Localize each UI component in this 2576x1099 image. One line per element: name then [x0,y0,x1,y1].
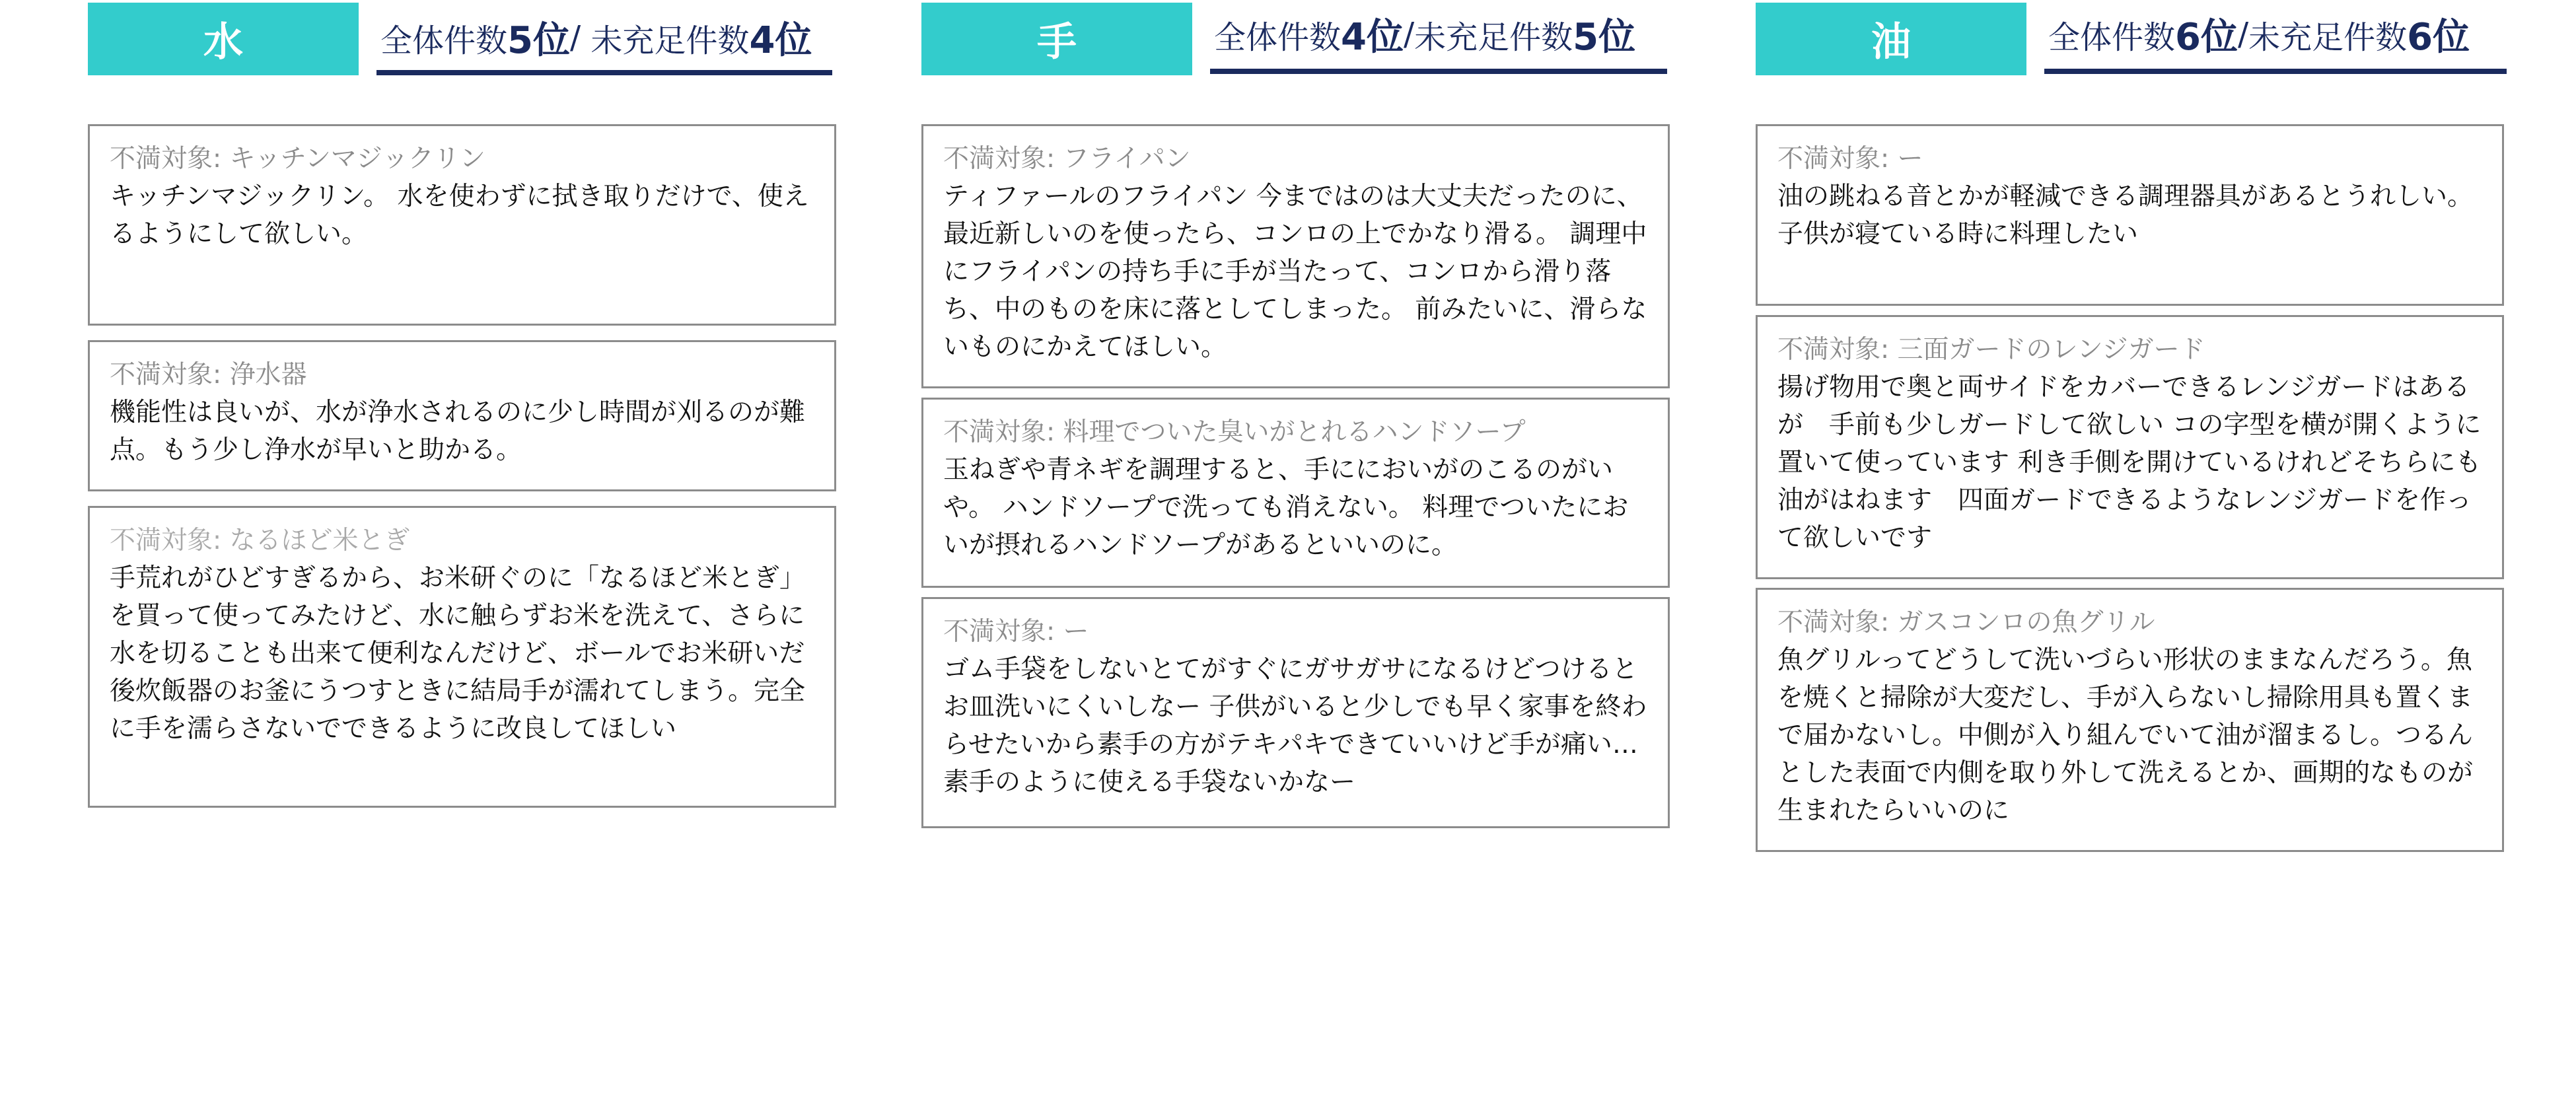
category-tag: 油 [1756,3,2026,75]
unmet-count-label: 未充足件数 [2248,18,2408,56]
column-oil [1756,0,2509,826]
column-hand [921,0,1674,797]
complaint-target [943,414,1649,451]
comment-card [921,398,1670,588]
comment-card [88,124,836,326]
complaint-target-value: キッチンマジックリン [229,144,485,174]
complaint-target-label: 不満対象: [110,526,230,555]
comment-text: 揚げ物用で奥と両サイドをカバーできるレンジガードはあるが 手前も少しガードして欲しい コの字型を横が開くように置いて使っています 利き手側を開けているけれどそちらにも油がはねます 四面ガードできるようなレンジガードを作って欲しいです [1777,372,2482,553]
category-tag: 水 [88,3,359,75]
total-count-label: 全体件数 [1214,18,1342,56]
unmet-count-label: 未充足件数 [590,22,750,59]
comment-card [921,597,1670,828]
rank-stats [1210,0,1667,74]
column-header [1756,0,2509,79]
complaint-target-value: なるほど米とぎ [229,526,410,555]
comment-text: キッチンマジックリン。 水を使わずに拭き取りだけで、使えるようにして欲しい。 [110,182,809,249]
complaint-target-value: ー [1063,617,1089,647]
complaint-target-label: 不満対象: [1777,608,1898,637]
comment-text: 手荒れがひどすぎるから、お米研ぐのに「なるほど米とぎ」を買って使ってみたけど、水に触らずお米を洗えて、さらに水を切ることも出来て便利なんだけど、ボールでお米研いだ後炊飯器のお釜にうつすときに結局手が濡れてしまう。完全に手を濡らさないでできるように改良してほしい [110,563,806,744]
complaint-target-value: ガスコンロの魚グリル [1897,608,2155,637]
comment-card [88,506,836,808]
comment-text: ゴム手袋をしないとてがすぐにガサガサになるけどつけるとお皿洗いにくいしなー 子供がいると少しでも早く家事を終わらせたいから素手の方がテキパキできていいけど手が痛い… 素手のように使える手袋ないかなー [943,655,1647,797]
unmet-count-label: 未充足件数 [1414,18,1573,56]
complaint-target-value: フライパン [1063,144,1191,174]
total-count-label: 全体件数 [380,22,508,59]
complaint-target [1777,332,2484,369]
total-count-rank: 5位 [507,19,570,62]
comment-text: ティファールのフライパン 今まではのは大丈夫だったのに、最近新しいのを使ったら、コンロの上でかなり滑る。 調理中にフライパンの持ち手に手が当たって、コンロから滑り落ち、中のものを床に落としてしまった。 前みたいに、滑らないものにかえてほしい。 [943,182,1647,362]
stats-separator: / [569,19,581,56]
complaint-target-label: 不満対象: [110,360,230,390]
complaint-target-label: 不満対象: [1777,335,1898,365]
complaint-target [110,357,816,394]
complaint-target-label: 不満対象: [943,144,1063,174]
complaint-target [943,141,1649,178]
comment-text: 玉ねぎや青ネギを調理すると、手ににおいがのこるのがいや。 ハンドソープで洗っても消えない。 料理でついたにおいが摂れるハンドソープがあるといいのに。 [943,455,1629,560]
column-header [88,0,841,79]
column-header [921,0,1674,79]
rank-stats [376,5,832,75]
unmet-count-rank: 5位 [1573,16,1636,59]
complaint-target-value: 料理でついた臭いがとれるハンドソープ [1063,417,1526,447]
comment-card [1756,588,2504,852]
comment-text: 油の跳ねる音とかが軽減できる調理器具があるとうれしい。 子供が寝ている時に料理したい [1777,182,2474,249]
complaint-target [1777,141,2484,178]
category-tag: 手 [921,3,1192,75]
complaint-target-label: 不満対象: [943,417,1063,447]
comment-card [921,124,1670,388]
complaint-target-label: 不満対象: [1777,144,1898,174]
unmet-count-rank: 6位 [2407,16,2470,59]
comment-card [88,340,836,491]
complaint-target-value: 浄水器 [229,360,307,390]
complaint-target-value: 三面ガードのレンジガード [1897,335,2205,365]
complaint-target [943,614,1649,651]
stats-separator: / [1403,16,1415,53]
complaint-target-label: 不満対象: [110,144,230,174]
stats-separator: / [2237,16,2249,53]
comment-text: 魚グリルってどうして洗いづらい形状のままなんだろう。魚を焼くと掃除が大変だし、手が入らないし掃除用具も置くまで届かないし。中側が入り組んでいて油が溜まるし。つるんとした表面で内側を取り外して洗えるとか、画期的なものが生まれたらいいのに [1777,645,2474,826]
complaint-target [110,522,816,559]
complaint-target [110,141,816,178]
column-water [88,0,841,744]
rank-stats [2044,0,2507,74]
unmet-count-rank: 4位 [749,19,812,62]
total-count-label: 全体件数 [2048,18,2176,56]
comment-text: 機能性は良いが、水が浄水されるのに少し時間が刈るのが難点。もう少し浄水が早いと助かる。 [110,398,806,465]
total-count-rank: 4位 [1341,16,1404,59]
complaint-target-value: ー [1897,144,1923,174]
comment-card [1756,124,2504,306]
complaint-target-label: 不満対象: [943,617,1063,647]
total-count-rank: 6位 [2175,16,2238,59]
complaint-target [1777,604,2484,641]
comment-card [1756,315,2504,579]
